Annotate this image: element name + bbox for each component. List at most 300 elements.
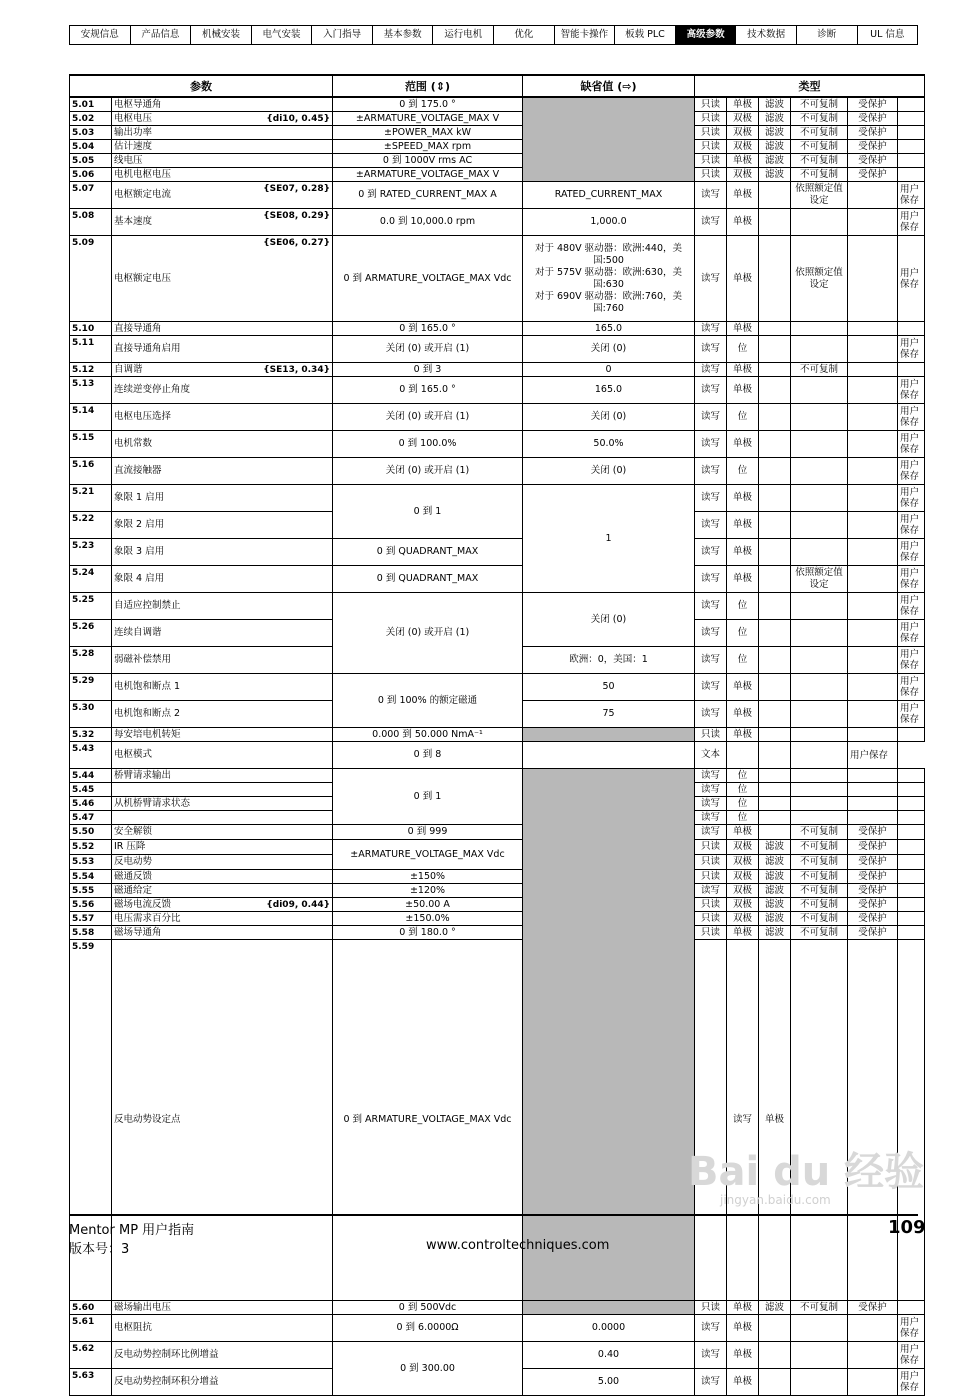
param-type-attr — [759, 539, 791, 566]
param-name-text: 反电动势设定点 — [114, 1114, 181, 1125]
nav-tab[interactable]: 高级参数 — [675, 26, 736, 44]
watermark-url: jingyan.baidu.com — [720, 1193, 831, 1207]
param-type-attr — [848, 404, 898, 431]
param-type-attr: 单极 — [727, 485, 759, 512]
param-number: 5.14 — [70, 404, 112, 431]
param-type-attr: 只读 — [695, 870, 727, 884]
param-name — [112, 322, 333, 336]
param-type-attr: 不可复制 — [791, 926, 848, 940]
table-row — [70, 674, 925, 701]
param-type-attr: 滤波 — [759, 1301, 791, 1315]
param-range: 0 到 8 — [333, 742, 523, 769]
param-type-attr: 只读 — [695, 898, 727, 912]
param-default: 对于 480V 驱动器：欧洲:440，美国:500 对于 575V 驱动器：欧洲:630，美国:630 对于 690V 驱动器：欧洲:760，美国:760 — [523, 236, 695, 322]
param-ref: {di09, 0.44} — [266, 900, 330, 910]
param-type-attr — [791, 769, 848, 783]
param-number: 5.16 — [70, 458, 112, 485]
param-type-attr — [848, 236, 898, 322]
param-range: 0 到 100% 的额定磁通 — [333, 674, 523, 728]
param-type-attr — [848, 728, 898, 742]
param-type-attr — [898, 728, 925, 742]
table-row — [70, 870, 925, 884]
param-type-attr — [791, 1369, 848, 1396]
param-type-attr: 滤波 — [759, 884, 791, 898]
param-name — [112, 112, 333, 126]
param-type-attr: 读写 — [695, 209, 727, 236]
param-type-attr: 读写 — [695, 647, 727, 674]
nav-tab[interactable]: 基本参数 — [372, 26, 433, 44]
param-type-attr: 用户保存 — [898, 485, 925, 512]
param-type-attr — [898, 884, 925, 898]
footer-rule — [69, 1214, 918, 1216]
param-number: 5.63 — [70, 1369, 112, 1396]
nav-tab[interactable]: 诊断 — [796, 26, 857, 44]
param-name-text: 弱磁补偿禁用 — [114, 654, 172, 665]
param-type-attr: 位 — [727, 593, 759, 620]
param-type-attr: 位 — [727, 797, 759, 811]
param-name-text: 自适应控制禁止 — [114, 600, 181, 611]
param-default: 5.00 — [523, 1369, 695, 1396]
param-type-attr: 只读 — [695, 168, 727, 182]
param-type-attr: 受保护 — [848, 870, 898, 884]
param-type-attr — [848, 674, 898, 701]
param-ref: {SE06, 0.27} — [263, 238, 330, 248]
param-number: 5.21 — [70, 485, 112, 512]
param-type-attr — [759, 336, 791, 363]
param-type-attr — [898, 840, 925, 855]
param-name-text: 电机饱和断点 1 — [114, 681, 181, 692]
table-row — [70, 1301, 925, 1315]
param-type-attr — [848, 182, 898, 209]
nav-tab[interactable]: 优化 — [493, 26, 554, 44]
param-name — [112, 140, 333, 154]
param-name-text: 估计速度 — [114, 140, 153, 152]
param-number: 5.55 — [70, 884, 112, 898]
param-type-attr — [898, 912, 925, 926]
param-name — [112, 458, 333, 485]
table-row — [70, 593, 925, 620]
param-name — [112, 620, 333, 647]
param-name-text: 连续逆变停止角度 — [114, 384, 191, 395]
param-number: 5.44 — [70, 769, 112, 783]
param-range: 关闭 (0) 或开启 (1) — [333, 336, 523, 363]
param-type-attr: 滤波 — [759, 912, 791, 926]
param-name-text: 象限 2 启用 — [114, 519, 165, 530]
param-name-text: 象限 3 启用 — [114, 546, 165, 557]
param-number: 5.47 — [70, 811, 112, 825]
param-number: 5.15 — [70, 431, 112, 458]
param-type-attr: 受保护 — [848, 840, 898, 855]
param-range: ±150.0% — [333, 912, 523, 926]
nav-tab[interactable]: 机械安装 — [190, 26, 251, 44]
param-ref: {SE07, 0.28} — [263, 184, 330, 194]
param-type-attr — [848, 209, 898, 236]
param-type-attr: 位 — [727, 647, 759, 674]
param-range: 0 到 3 — [333, 363, 523, 377]
param-type-attr: 读写 — [695, 1315, 727, 1342]
param-type-attr — [759, 811, 791, 825]
param-type-attr — [848, 647, 898, 674]
param-range: 0 到 RATED_CURRENT_MAX A — [333, 182, 523, 209]
nav-tab[interactable]: 电气安装 — [251, 26, 312, 44]
param-type-attr — [791, 404, 848, 431]
param-name-text: 直接导通角 — [114, 322, 162, 334]
param-number: 5.61 — [70, 1315, 112, 1342]
param-range: 0 到 ARMATURE_VOLTAGE_MAX Vdc — [333, 236, 523, 322]
param-type-attr: 只读 — [695, 926, 727, 940]
param-name — [112, 769, 333, 783]
param-name-text: 象限 1 启用 — [114, 492, 165, 503]
param-type-attr: 单极 — [727, 926, 759, 940]
param-default: 0 — [523, 363, 695, 377]
nav-tab[interactable]: 安规信息 — [80, 29, 119, 40]
param-name — [112, 404, 333, 431]
param-type-attr — [759, 1315, 791, 1342]
param-default-na — [523, 1301, 695, 1315]
param-number: 5.45 — [70, 783, 112, 797]
footer-version: 版本号：3 — [69, 1242, 130, 1257]
table-row — [70, 322, 925, 336]
param-type-attr: 读写 — [695, 566, 727, 593]
param-number: 5.03 — [70, 126, 112, 140]
param-range: 0 到 999 — [333, 825, 523, 840]
param-number: 5.24 — [70, 566, 112, 593]
param-type-attr — [791, 322, 848, 336]
param-number: 5.04 — [70, 140, 112, 154]
param-number: 5.62 — [70, 1342, 112, 1369]
table-row — [70, 840, 925, 855]
param-type-attr: 双极 — [727, 140, 759, 154]
param-range: 0 到 QUADRANT_MAX — [333, 566, 523, 593]
param-name-text: 每安培电机转矩 — [114, 728, 181, 740]
param-type-attr — [791, 728, 848, 742]
param-type-attr: 文本 — [695, 742, 727, 769]
param-type-attr: 读写 — [695, 485, 727, 512]
param-number: 5.30 — [70, 701, 112, 728]
param-name — [112, 1342, 333, 1369]
param-name — [112, 154, 333, 168]
param-type-attr: 读写 — [727, 940, 759, 1301]
param-type-attr: 只读 — [695, 112, 727, 126]
table-row — [70, 140, 925, 154]
param-type-attr — [759, 742, 791, 769]
param-type-attr — [791, 431, 848, 458]
param-type-attr: 用户保存 — [898, 236, 925, 322]
table-row — [70, 431, 925, 458]
param-type-attr: 读写 — [695, 1369, 727, 1396]
param-type-attr: 只读 — [695, 154, 727, 168]
param-type-attr: 不可复制 — [791, 363, 848, 377]
param-type-attr: 位 — [727, 458, 759, 485]
param-name — [112, 898, 333, 912]
param-name-text: 电枢导通角 — [114, 98, 162, 110]
param-number: 5.43 — [70, 742, 112, 769]
param-name — [112, 182, 333, 209]
param-type-attr — [898, 898, 925, 912]
nav-tab[interactable]: 板载 PLC — [614, 26, 675, 44]
param-type-attr — [759, 593, 791, 620]
param-type-attr: 用户保存 — [898, 1315, 925, 1342]
param-type-attr — [848, 1315, 898, 1342]
param-type-attr — [898, 363, 925, 377]
param-range: 0 到 500Vdc — [333, 1301, 523, 1315]
param-name-text: 磁通给定 — [114, 884, 153, 896]
param-type-attr: 单极 — [727, 97, 759, 112]
param-type-attr — [759, 512, 791, 539]
param-name-text: 安全解锁 — [114, 826, 153, 837]
param-type-attr: 双极 — [727, 855, 759, 870]
param-default: RATED_CURRENT_MAX — [523, 182, 695, 209]
param-type-attr — [898, 769, 925, 783]
param-number: 5.06 — [70, 168, 112, 182]
param-type-attr: 读写 — [695, 674, 727, 701]
param-type-attr — [898, 940, 925, 1301]
param-name-text: 电枢电压选择 — [114, 411, 172, 422]
param-type-attr — [727, 742, 759, 769]
table-row — [70, 97, 925, 112]
param-type-attr: 用户保存 — [898, 539, 925, 566]
param-number: 5.59 — [70, 940, 112, 1301]
param-default: 关闭 (0) — [523, 458, 695, 485]
param-type-attr: 受保护 — [848, 168, 898, 182]
param-type-attr: 受保护 — [848, 926, 898, 940]
param-type-attr: 单极 — [759, 940, 791, 1301]
param-type-attr: 读写 — [695, 236, 727, 322]
param-number: 5.26 — [70, 620, 112, 647]
param-number: 5.08 — [70, 209, 112, 236]
table-row — [70, 728, 925, 742]
table-row — [70, 566, 925, 593]
table-row — [70, 539, 925, 566]
param-type-attr: 只读 — [695, 728, 727, 742]
param-type-attr: 读写 — [695, 1342, 727, 1369]
param-type-attr: 不可复制 — [791, 168, 848, 182]
param-range: 0 到 1 — [333, 485, 523, 539]
param-name-text: 反电动势控制环积分增益 — [114, 1376, 219, 1387]
param-name — [112, 236, 333, 322]
param-name-text: 反电动势 — [114, 856, 153, 867]
table-row — [70, 742, 925, 769]
table-row — [70, 336, 925, 363]
param-range: ±ARMATURE_VOLTAGE_MAX V — [333, 112, 523, 126]
param-range: 0 到 100.0% — [333, 431, 523, 458]
param-type-attr: 位 — [727, 811, 759, 825]
nav-tab[interactable]: 产品信息 — [130, 26, 191, 44]
param-type-attr — [848, 485, 898, 512]
param-name — [112, 431, 333, 458]
param-type-attr: 读写 — [695, 593, 727, 620]
param-type-attr: 用户保存 — [898, 566, 925, 593]
param-range: 0 到 300.00 — [333, 1342, 523, 1396]
param-type-attr — [759, 1342, 791, 1369]
param-name — [112, 126, 333, 140]
nav-tab[interactable]: 智能卡操作 — [554, 26, 615, 44]
param-type-attr: 用户保存 — [848, 742, 898, 769]
param-type-attr — [791, 620, 848, 647]
param-ref: {SE13, 0.34} — [263, 365, 330, 375]
param-type-attr: 不可复制 — [791, 140, 848, 154]
param-type-attr: 滤波 — [759, 154, 791, 168]
header-param: 参数 — [70, 75, 333, 97]
table-row — [70, 898, 925, 912]
param-type-attr — [791, 1342, 848, 1369]
param-name — [112, 647, 333, 674]
param-type-attr: 读写 — [695, 431, 727, 458]
param-type-attr — [791, 701, 848, 728]
param-type-attr: 受保护 — [848, 154, 898, 168]
param-name-text: 输出功率 — [114, 126, 153, 138]
param-type-attr: 双极 — [727, 870, 759, 884]
footer-url: www.controltechniques.com — [426, 1238, 610, 1253]
param-range: 0 到 QUADRANT_MAX — [333, 539, 523, 566]
param-name-text: 磁场输出电压 — [114, 1301, 172, 1313]
param-type-attr — [848, 783, 898, 797]
param-name — [112, 940, 333, 1301]
param-type-attr: 读写 — [695, 182, 727, 209]
param-range: ±ARMATURE_VOLTAGE_MAX V — [333, 168, 523, 182]
param-type-attr: 读写 — [695, 512, 727, 539]
param-type-attr: 受保护 — [848, 140, 898, 154]
nav-tab[interactable]: 技术数据 — [735, 26, 796, 44]
param-type-attr: 双极 — [727, 126, 759, 140]
param-type-attr — [898, 855, 925, 870]
param-name — [112, 674, 333, 701]
param-type-attr: 读写 — [695, 620, 727, 647]
chapter-nav-bar — [69, 25, 918, 45]
param-type-attr: 滤波 — [759, 840, 791, 855]
param-name-text: 磁场导通角 — [114, 926, 162, 938]
param-type-attr — [759, 825, 791, 840]
param-type-attr: 用户保存 — [898, 1342, 925, 1369]
param-type-attr: 依照额定值设定 — [791, 182, 848, 209]
param-range: 0 到 6.0000Ω — [333, 1315, 523, 1342]
param-type-attr — [898, 97, 925, 112]
param-name-text: 直接导通角启用 — [114, 343, 181, 354]
param-type-attr — [759, 647, 791, 674]
param-range: ±50.00 A — [333, 898, 523, 912]
param-range: 0.000 到 50.000 NmA⁻¹ — [333, 728, 523, 742]
param-default-na — [523, 97, 695, 182]
param-name — [112, 1369, 333, 1396]
param-type-attr: 用户保存 — [898, 647, 925, 674]
param-number: 5.13 — [70, 377, 112, 404]
param-type-attr — [759, 322, 791, 336]
param-name-text: 电枢模式 — [114, 749, 153, 760]
column-gap — [695, 940, 727, 1301]
param-type-attr — [759, 769, 791, 783]
param-name — [112, 870, 333, 884]
param-type-attr — [759, 674, 791, 701]
param-name — [112, 855, 333, 870]
param-name-text: 电机电枢电压 — [114, 168, 172, 180]
param-type-attr — [791, 783, 848, 797]
param-name-text: 基本速度 — [114, 216, 153, 227]
param-default: 关闭 (0) — [523, 404, 695, 431]
param-type-attr — [791, 539, 848, 566]
param-name — [112, 336, 333, 363]
param-number: 5.56 — [70, 898, 112, 912]
param-name-text: 电枢额定电流 — [114, 189, 172, 200]
param-type-attr — [759, 404, 791, 431]
param-default: 0.40 — [523, 1342, 695, 1369]
param-type-attr: 只读 — [695, 97, 727, 112]
nav-tab[interactable]: 运行电机 — [432, 26, 493, 44]
param-type-attr: 只读 — [695, 840, 727, 855]
param-range: 0 到 165.0 ° — [333, 322, 523, 336]
param-type-attr: 单极 — [727, 1342, 759, 1369]
table-row — [70, 236, 925, 322]
param-type-attr: 不可复制 — [791, 97, 848, 112]
param-type-attr — [759, 783, 791, 797]
param-name-text: 线电压 — [114, 154, 143, 166]
param-type-attr — [791, 593, 848, 620]
param-type-attr: 单极 — [727, 539, 759, 566]
param-type-attr — [759, 209, 791, 236]
param-type-attr — [898, 825, 925, 840]
param-name — [112, 1301, 333, 1315]
param-type-attr: 受保护 — [848, 126, 898, 140]
param-name-text: 自调谐 — [114, 363, 143, 375]
param-number: 5.10 — [70, 322, 112, 336]
param-name — [112, 783, 333, 797]
param-number: 5.52 — [70, 840, 112, 855]
param-type-attr: 用户保存 — [898, 512, 925, 539]
param-type-attr: 依照额定值设定 — [791, 566, 848, 593]
nav-tab[interactable]: 入门指导 — [311, 26, 372, 44]
param-type-attr: 单极 — [727, 154, 759, 168]
param-type-attr — [898, 112, 925, 126]
nav-tab[interactable]: UL 信息 — [857, 26, 918, 44]
param-type-attr — [848, 769, 898, 783]
param-type-attr: 用户保存 — [898, 701, 925, 728]
param-type-attr — [898, 140, 925, 154]
param-type-attr — [848, 512, 898, 539]
param-type-attr: 不可复制 — [791, 898, 848, 912]
param-type-attr — [848, 811, 898, 825]
param-type-attr — [791, 797, 848, 811]
param-number: 5.57 — [70, 912, 112, 926]
param-type-attr — [759, 182, 791, 209]
param-type-attr: 受保护 — [848, 884, 898, 898]
param-type-attr: 双极 — [727, 898, 759, 912]
table-row — [70, 154, 925, 168]
param-type-attr — [898, 322, 925, 336]
table-row — [70, 112, 925, 126]
param-type-attr: 滤波 — [759, 926, 791, 940]
param-type-attr — [898, 168, 925, 182]
param-name-text: 连续自调谐 — [114, 627, 162, 638]
param-type-attr — [848, 620, 898, 647]
param-type-attr — [759, 458, 791, 485]
param-type-attr — [791, 458, 848, 485]
param-type-attr — [791, 940, 848, 1301]
param-name — [112, 1315, 333, 1342]
param-type-attr: 用户保存 — [898, 458, 925, 485]
param-type-attr: 受保护 — [848, 855, 898, 870]
param-type-attr: 只读 — [695, 855, 727, 870]
param-type-attr: 单极 — [727, 701, 759, 728]
param-type-attr — [898, 797, 925, 811]
param-name-text: 电机常数 — [114, 438, 153, 449]
param-type-attr: 双极 — [727, 112, 759, 126]
param-name-text: 电枢额定电压 — [114, 272, 172, 284]
param-name — [112, 539, 333, 566]
param-type-attr: 读写 — [695, 884, 727, 898]
param-type-attr: 不可复制 — [791, 112, 848, 126]
param-type-attr — [759, 236, 791, 322]
header-type: 类型 — [695, 75, 925, 97]
param-name-text: 反电动势控制环比例增益 — [114, 1349, 219, 1360]
